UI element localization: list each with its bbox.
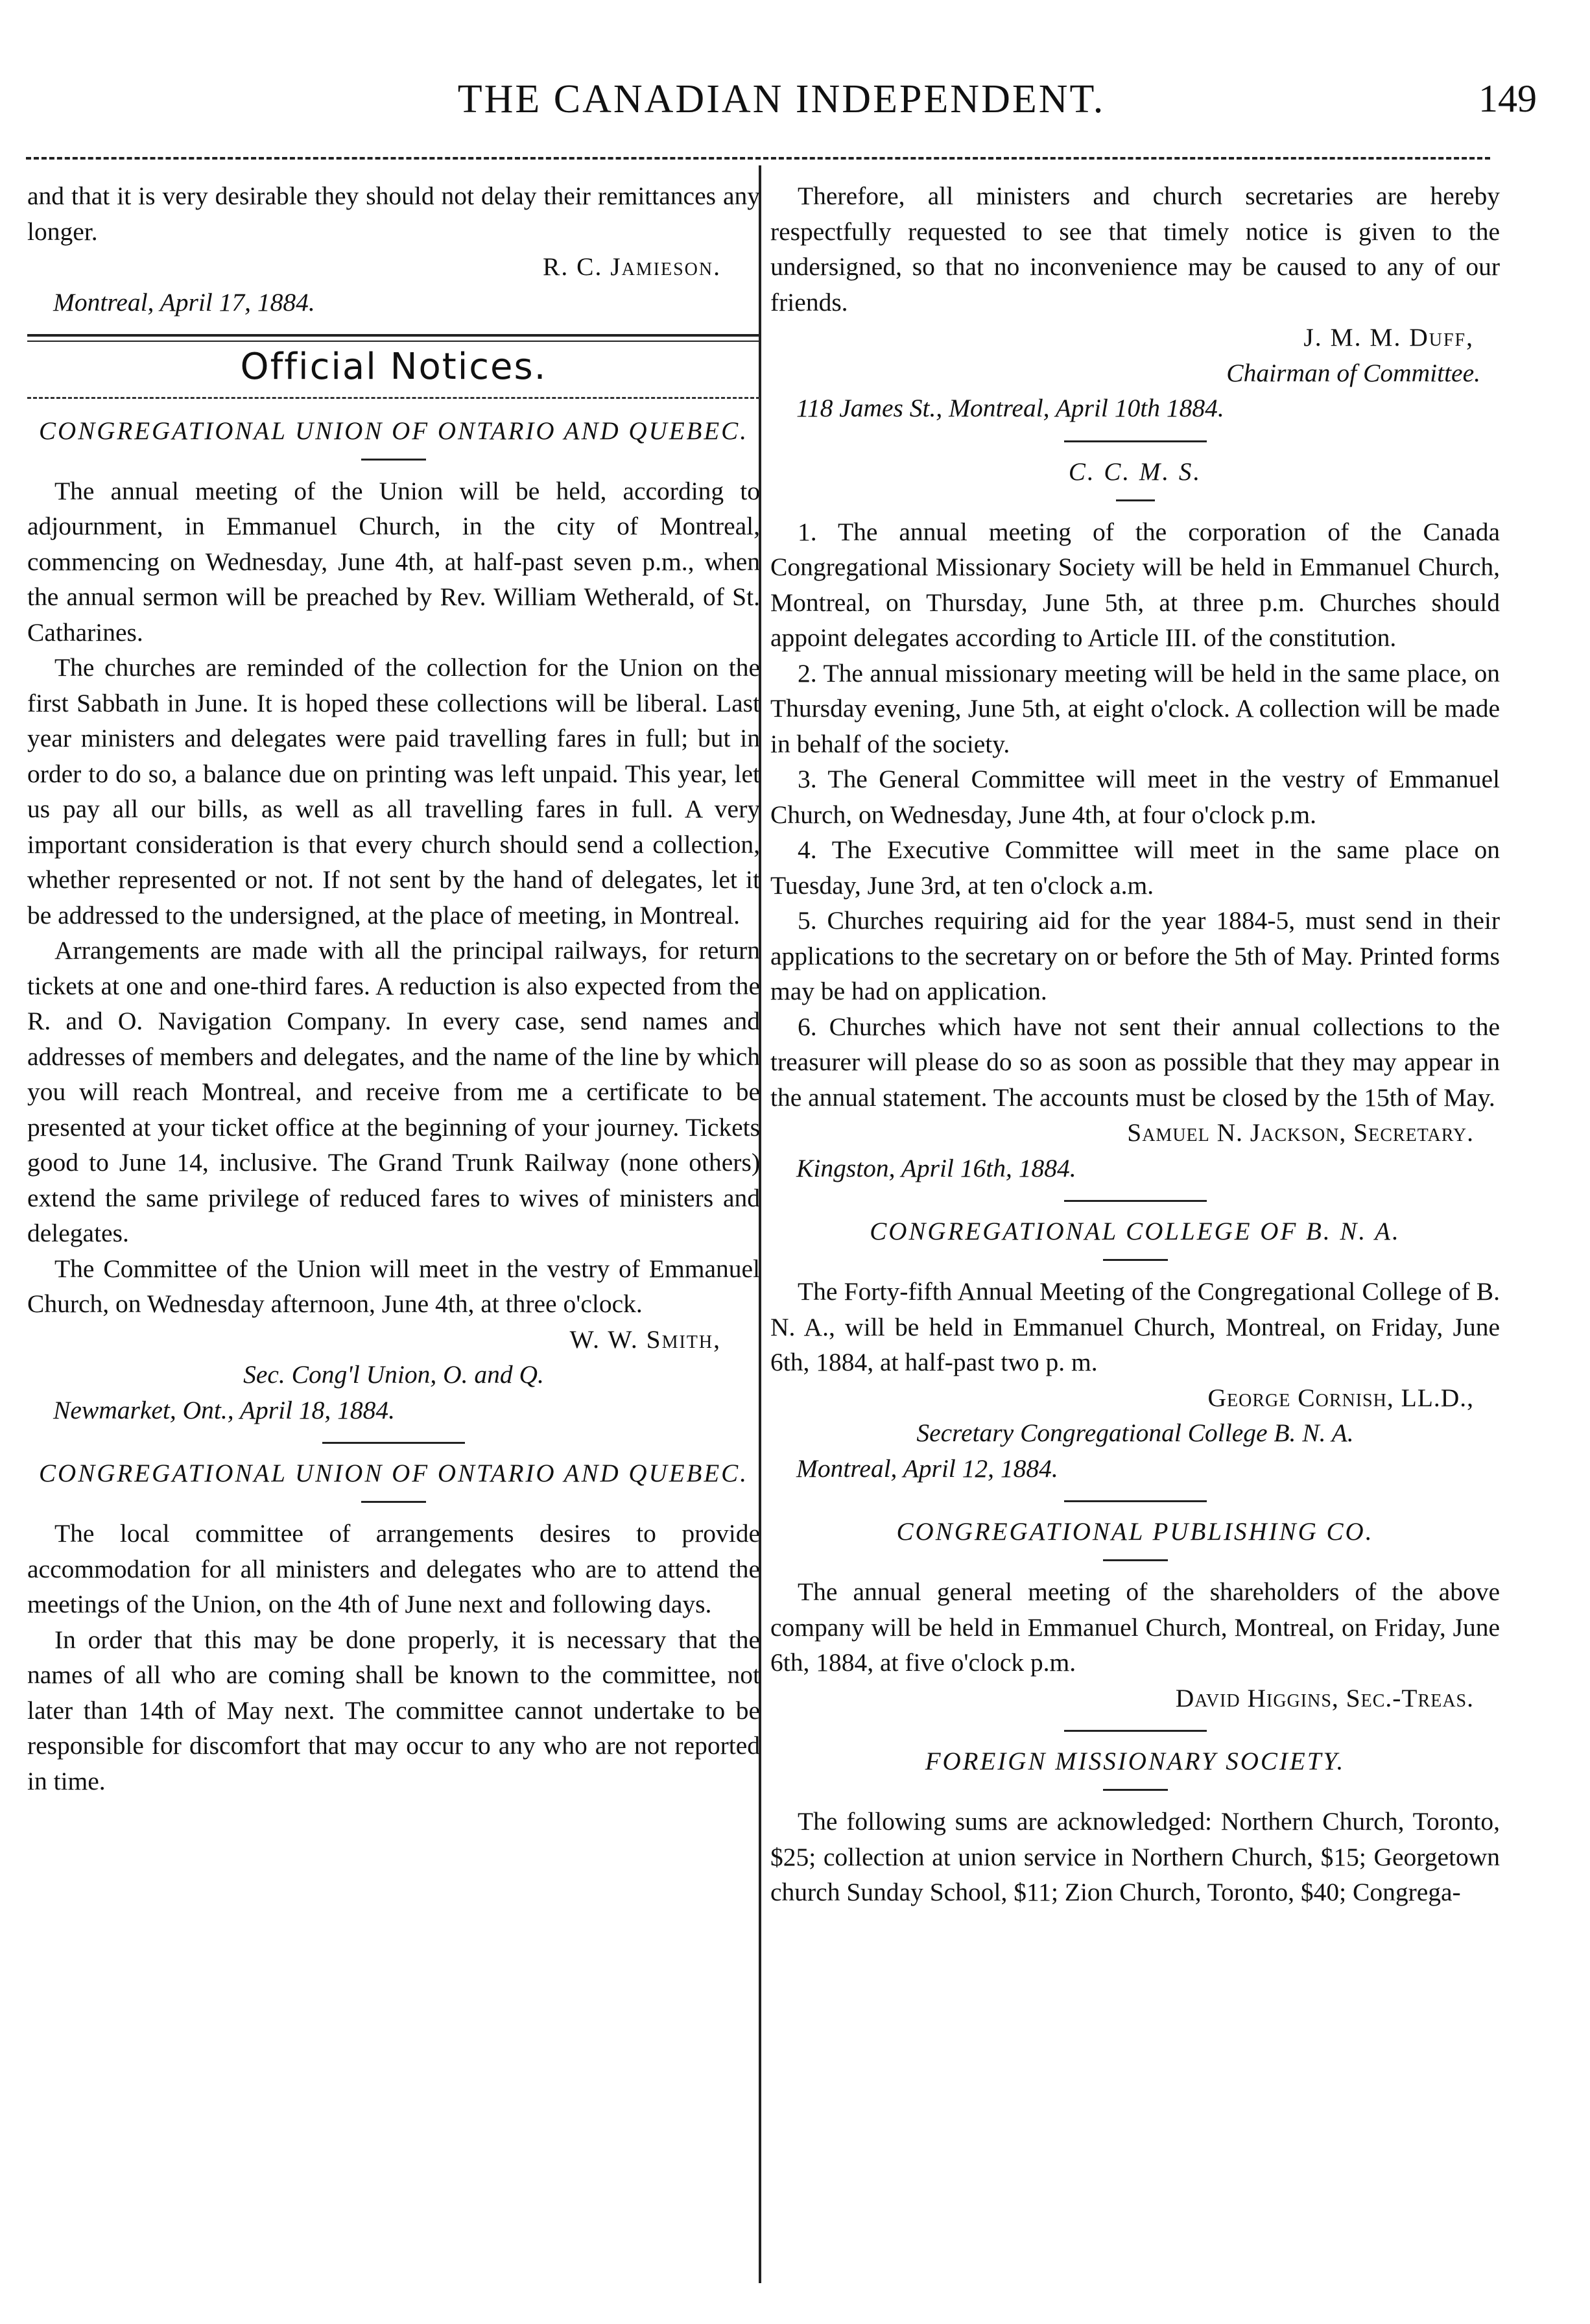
foreign-heading: FOREIGN MISSIONARY SOCIETY.	[925, 1747, 1346, 1775]
college-dateline: Montreal, April 12, 1884.	[796, 1454, 1058, 1483]
notice2-paragraph-2: In order that this may be done properly, it is necessary that the names of all who are coming shall be known to the committee, not later than 14th of May next. The committee cannot undertake to be responsible for discomfort that may occur to any who are not reported in time.	[27, 1625, 760, 1795]
ccms-item: 3. The General Committee will meet in the vestry of Emmanuel Church, on Wednesday, June 4th, at four o'clock p.m.	[770, 765, 1500, 829]
college-heading: CONGREGATIONAL COLLEGE OF B. N. A.	[870, 1217, 1401, 1245]
notice1-signature-name: W. W. Smith,	[569, 1324, 721, 1354]
journal-title: THE CANADIAN INDEPENDENT.	[457, 77, 1106, 121]
section-rule	[27, 334, 760, 342]
short-rule	[1064, 1730, 1207, 1732]
intro-dateline: Montreal, April 17, 1884.	[53, 287, 315, 317]
running-head	[26, 77, 1537, 135]
duff-signature	[770, 320, 1500, 355]
ccms-item: 6. Churches which have not sent their annual collections to the treasurer will please do so as soon as possible that they may appear in the annual statement. The accounts must be closed by the 15th of May.	[770, 1012, 1500, 1112]
foreign-paragraph: The following sums are acknowledged: Northern Church, Toronto, $25; collection at union service in Northern Church, $15; Georgetown church Sunday School, $11; Zion Church, Toronto, $40; Congrega-	[770, 1807, 1500, 1906]
short-rule	[1064, 440, 1207, 442]
notice1-paragraph-4: The Committee of the Union will meet in the vestry of Emmanuel Church, on Wednesday afternoon, June 4th, at three o'clock.	[27, 1254, 760, 1318]
duff-signature-title: Chairman of Committee.	[1226, 358, 1480, 387]
college-signature-title: Secretary Congregational College B. N. A.	[916, 1419, 1354, 1447]
publishing-heading: CONGREGATIONAL PUBLISHING CO.	[896, 1518, 1374, 1546]
ccms-item: 5. Churches requiring aid for the year 1884-5, must send in their applications to the secretary on or before the 5th of May. Printed forms may be had on application.	[770, 906, 1500, 1005]
short-rule	[361, 459, 426, 461]
short-rule	[1064, 1500, 1207, 1502]
notice1-dateline: Newmarket, Ont., April 18, 1884.	[53, 1395, 396, 1424]
short-rule	[322, 1442, 465, 1444]
notice2-heading: CONGREGATIONAL UNION OF ONTARIO AND QUEBEC.	[39, 1459, 748, 1487]
duff-dateline: 118 James St., Montreal, April 10th 1884.	[796, 394, 1224, 422]
page-number: 149	[1478, 77, 1537, 120]
ccms-item: 1. The annual meeting of the corporation of the Canada Congregational Missionary Society will be held in Emmanuel Church, Montreal, on Thursday, June 5th, at three p.m. Churches should appoint delegates according to Article III. of the constitution.	[770, 517, 1500, 652]
intro-signature	[27, 249, 760, 285]
ccms-item: 4. The Executive Committee will meet in the same place on Tuesday, June 3rd, at ten o'clock a.m.	[770, 835, 1500, 900]
publishing-paragraph: The annual general meeting of the shareholders of the above company will be held in Emmanuel Church, Montreal, on Friday, June 6th, 1884, at five o'clock p.m.	[770, 1577, 1500, 1677]
publishing-signature: David Higgins, Sec.-Treas.	[1175, 1683, 1474, 1712]
ccms-heading: C. C. M. S.	[1068, 457, 1202, 486]
duff-signature-name: J. M. M. Duff,	[1303, 323, 1474, 352]
ccms-dateline: Kingston, April 16th, 1884.	[796, 1153, 1076, 1182]
notice1-heading: CONGREGATIONAL UNION OF ONTARIO AND QUEBEC.	[39, 416, 748, 445]
college-signature: George Cornish, LL.D.,	[1207, 1383, 1474, 1412]
notice2-paragraph-1: The local committee of arrangements desires to provide accommodation for all ministers and delegates who are to attend the meetings of the Union, on the 4th of June next and following days.	[27, 1519, 760, 1618]
notice1-paragraph-3: Arrangements are made with all the principal railways, for return tickets at one and one-third fares. A reduction is also expected from the R. and O. Navigation Company. In every case, send names and addresses of members and delegates, and the name of the line by which you will reach Montreal, and receive from me a certificate to be presented at your ticket office at the beginning of your journey. Tickets good to June 14, inclusive. The Grand Trunk Railway (none others) extend the same privilege of reduced fares to wives of ministers and delegates.	[27, 936, 760, 1247]
short-rule	[361, 1501, 426, 1503]
right-column	[770, 178, 1500, 1910]
left-column	[27, 178, 760, 1799]
continued-paragraph: Therefore, all ministers and church secretaries are hereby respectfully requested to see that timely notice is given to the undersigned, so that no inconvenience may be caused to any of our friends.	[770, 182, 1500, 317]
intro-paragraph: and that it is very desirable they should not delay their remittances any longer.	[27, 182, 760, 246]
intro-signature-name: R. C. Jamieson.	[543, 252, 721, 281]
notice1-signature-title: Sec. Cong'l Union, O. and Q.	[243, 1360, 544, 1389]
short-rule	[1103, 1789, 1168, 1791]
notice1-paragraph-1: The annual meeting of the Union will be held, according to adjournment, in Emmanuel Church, in the city of Montreal, commencing on Wednesday, June 4th, at half-past seven p.m., when the annual sermon will be preached by Rev. William Wetherald, of St. Catharines.	[27, 476, 760, 647]
official-notices-title: Official Notices.	[240, 346, 547, 388]
short-rule	[1116, 499, 1155, 501]
notice1-paragraph-2: The churches are reminded of the collection for the Union on the first Sabbath in June. It is hoped these collections will be liberal. Last year ministers and delegates were paid travelling fares in full; but in order to do so, a balance due on printing was left unpaid. This year, let us pay all our bills, as well as all travelling fares in full. A very important consideration is that every church should send a collection, whether represented or not. If not sent by the hand of delegates, let it be addressed to the undersigned, at the place of meeting, in Montreal.	[27, 653, 760, 929]
ccms-signature: Samuel N. Jackson, Secretary.	[1127, 1118, 1474, 1147]
short-rule	[1064, 1200, 1207, 1202]
ccms-item: 2. The annual missionary meeting will be held in the same place, on Thursday evening, June 5th, at eight o'clock. A collection will be made in behalf of the society.	[770, 658, 1500, 758]
header-rule	[26, 157, 1490, 160]
short-rule	[1103, 1559, 1168, 1561]
dashed-rule	[27, 397, 760, 399]
college-paragraph: The Forty-fifth Annual Meeting of the Congregational College of B. N. A., will be held in Emmanuel Church, Montreal, on Friday, June 6th, 1884, at half-past two p. m.	[770, 1277, 1500, 1376]
short-rule	[1103, 1259, 1168, 1261]
notice1-signature	[27, 1322, 760, 1358]
